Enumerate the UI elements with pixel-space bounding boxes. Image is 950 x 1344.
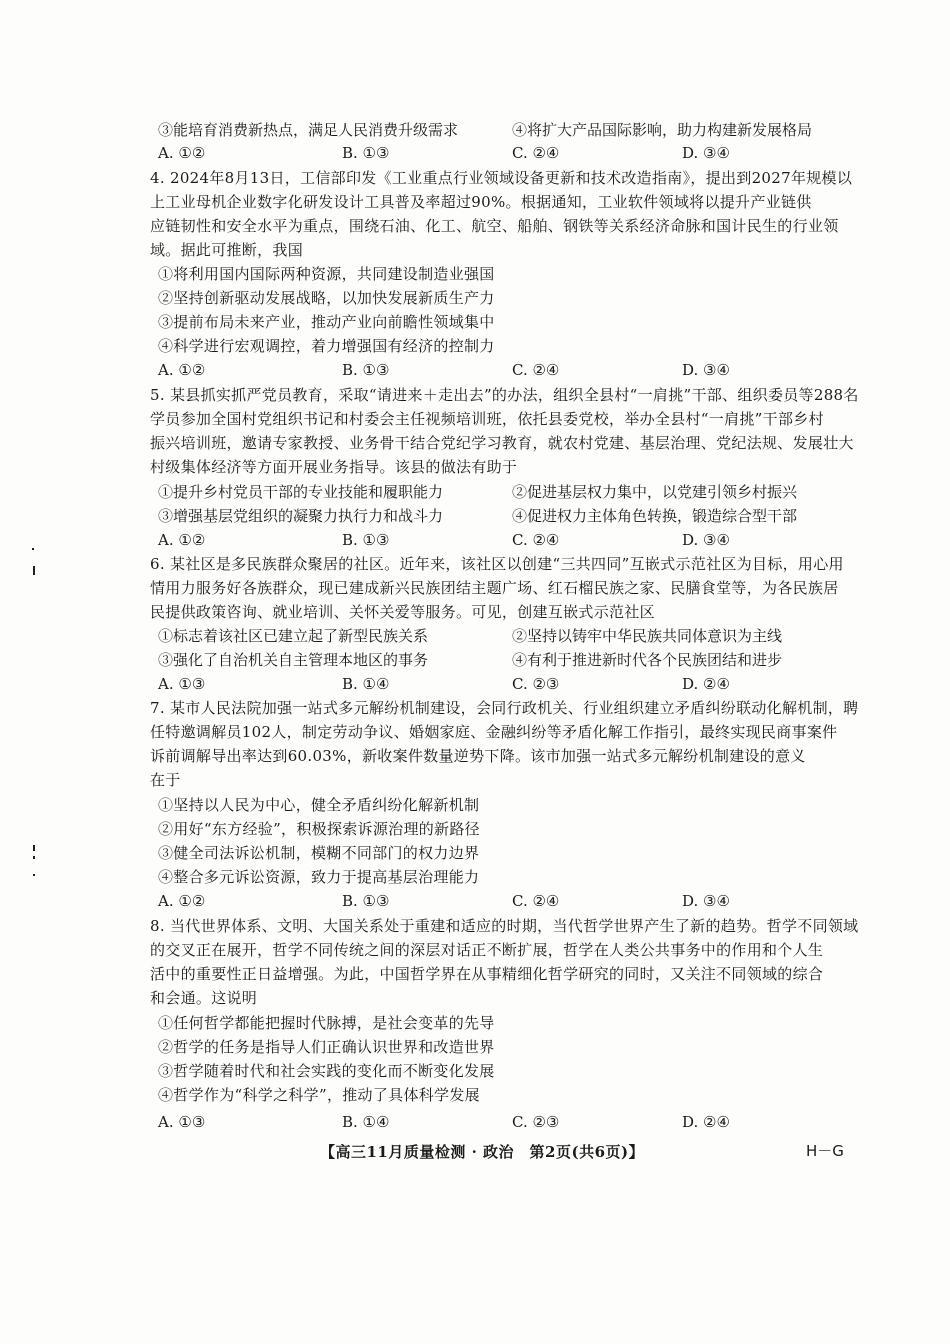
q5-stem-line: 学员参加全国村党组织书记和村委会主任视频培训班，依托县委党校，举办全县村“一肩挑”干部乡村 (150, 410, 824, 428)
q5-stem-line: 村级集体经济等方面开展业务指导。该县的做法有助于 (150, 458, 518, 476)
scan-mark (33, 856, 35, 859)
q7-statement-2: ②用好“东方经验”，积极探索诉源治理的新路径 (158, 820, 480, 838)
scan-mark (32, 548, 34, 550)
q6-option-d[interactable]: D. ②④ (682, 675, 730, 693)
q7-stem-line: 任特邀调解员102人，制定劳动争议、婚姻家庭、金融纠纷等矛盾化解工作指引，最终实现民商事案件 (150, 723, 838, 741)
q5-option-b[interactable]: B. ①③ (342, 531, 390, 549)
q6-option-c[interactable]: C. ②③ (512, 675, 560, 693)
q3-statement-4: ④将扩大产品国际影响，助力构建新发展格局 (512, 121, 813, 139)
q8-option-d[interactable]: D. ②④ (682, 1113, 730, 1131)
q6-statement-1: ①标志着该社区已建立起了新型民族关系 (158, 627, 429, 645)
q8-stem-line: 和会通。这说明 (150, 989, 258, 1007)
q7-statement-1: ①坚持以人民为中心，健全矛盾纠纷化解新机制 (158, 796, 480, 814)
q6-statement-3: ③强化了自治机关自主管理本地区的事务 (158, 651, 429, 669)
q7-statement-4: ④整合多元诉讼资源，致力于提高基层治理能力 (158, 868, 480, 886)
q7-option-b[interactable]: B. ①③ (342, 892, 390, 910)
paper-code: H－G (806, 1142, 844, 1160)
q6-statement-2: ②坚持以铸牢中华民族共同体意识为主线 (512, 627, 783, 645)
scan-mark (33, 845, 35, 851)
q5-stem-line: 振兴培训班，邀请专家教授、业务骨干结合党纪学习教育，就农村党建、基层治理、党纪法规、发展壮大 (150, 434, 854, 452)
q5-statement-4: ④促进权力主体角色转换，锻造综合型干部 (512, 507, 798, 525)
q4-option-d[interactable]: D. ③④ (682, 361, 730, 379)
q4-statement-3: ③提前布局未来产业，推动产业向前瞻性领域集中 (158, 313, 495, 331)
q5-option-c[interactable]: C. ②④ (512, 531, 560, 549)
q8-stem-line: 8. 当代世界体系、文明、大国关系处于重建和适应的时期，当代哲学世界产生了新的趋势。哲学不同领域 (150, 917, 859, 935)
q4-statement-4: ④科学进行宏观调控，着力增强国有经济的控制力 (158, 337, 495, 355)
q3-option-d[interactable]: D. ③④ (682, 144, 730, 162)
q6-option-b[interactable]: B. ①④ (342, 675, 390, 693)
q7-option-d[interactable]: D. ③④ (682, 892, 730, 910)
q3-statement-3: ③能培育消费新热点，满足人民消费升级需求 (158, 121, 459, 139)
q7-option-c[interactable]: C. ②④ (512, 892, 560, 910)
q4-statement-2: ②坚持创新驱动发展战略，以加快发展新质生产力 (158, 289, 495, 307)
q4-stem-line: 4. 2024年8月13日，工信部印发《工业重点行业领域设备更新和技术改造指南》，提出到2027年规模以 (150, 169, 853, 187)
q5-option-d[interactable]: D. ③④ (682, 531, 730, 549)
q5-statement-3: ③增强基层党组织的凝聚力执行力和战斗力 (158, 507, 444, 525)
q7-option-a[interactable]: A. ①② (158, 892, 206, 910)
q8-stem-line: 活中的重要性正日益增强。为此，中国哲学界在从事精细化哲学研究的同时，又关注不同领域的综合 (150, 965, 824, 983)
q7-stem-line: 诉前调解导出率达到60.03%，新收案件数量逆势下降。该市加强一站式多元解纷机制建设的意义 (150, 747, 806, 765)
q3-option-a[interactable]: A. ①② (158, 144, 206, 162)
q4-stem-line: 上工业母机企业数字化研发设计工具普及率超过90%。根据通知，工业软件领域将以提升产业链供 (150, 193, 812, 211)
q8-stem-line: 的交叉正在展开，哲学不同传统之间的深层对话正不断扩展，哲学在人类公共事务中的作用和个人生 (150, 941, 824, 959)
q4-option-c[interactable]: C. ②④ (512, 361, 560, 379)
q4-option-b[interactable]: B. ①③ (342, 361, 390, 379)
q5-statement-1: ①提升乡村党员干部的专业技能和履职能力 (158, 483, 444, 501)
q8-statement-2: ②哲学的任务是指导人们正确认识世界和改造世界 (158, 1038, 495, 1056)
q4-stem-line: 应链韧性和安全水平为重点，围绕石油、化工、航空、船舶、钢铁等关系经济命脉和国计民生的行业领 (150, 217, 839, 235)
q5-statement-2: ②促进基层权力集中，以党建引领乡村振兴 (512, 483, 798, 501)
q4-option-a[interactable]: A. ①② (158, 361, 206, 379)
q6-stem-line: 民提供政策咨询、就业培训、关怀关爱等服务。可见，创建互嵌式示范社区 (150, 603, 655, 621)
q7-stem-line: 在于 (150, 771, 181, 789)
q3-option-c[interactable]: C. ②④ (512, 144, 560, 162)
q7-stem-line: 7. 某市人民法院加强一站式多元解纷机制建设，会同行政机关、行业组织建立矛盾纠纷联动化解机制，聘 (150, 699, 859, 717)
q4-statement-1: ①将利用国内国际两种资源，共同建设制造业强国 (158, 265, 495, 283)
q6-option-a[interactable]: A. ①③ (158, 675, 206, 693)
scan-mark (33, 874, 35, 876)
scan-mark (33, 566, 35, 575)
q8-option-b[interactable]: B. ①④ (342, 1113, 390, 1131)
q6-stem-line: 6. 某社区是多民族群众聚居的社区。近年来，该社区以创建“三共四同”互嵌式示范社区为目标，用心用 (150, 555, 844, 573)
q7-statement-3: ③健全司法诉讼机制，模糊不同部门的权力边界 (158, 844, 480, 862)
q3-option-b[interactable]: B. ①③ (342, 144, 390, 162)
q8-option-a[interactable]: A. ①③ (158, 1113, 206, 1131)
q6-stem-line: 情用力服务好各族群众，现已建成新兴民族团结主题广场、红石榴民族之家、民膳食堂等，为各民族居 (150, 579, 839, 597)
q8-statement-3: ③哲学随着时代和社会实践的变化而不断变化发展 (158, 1062, 495, 1080)
page-footer: 【高三11月质量检测 · 政治 第2页(共6页)】 (320, 1143, 645, 1161)
q8-statement-4: ④哲学作为“科学之科学”，推动了具体科学发展 (158, 1086, 480, 1104)
q5-stem-line: 5. 某县抓实抓严党员教育，采取“请进来＋走出去”的办法，组织全县村“一肩挑”干部、组织委员等288名 (150, 386, 859, 404)
q6-statement-4: ④有利于推进新时代各个民族团结和进步 (512, 651, 783, 669)
q8-statement-1: ①任何哲学都能把握时代脉搏，是社会变革的先导 (158, 1014, 495, 1032)
q4-stem-line: 域。据此可推断，我国 (150, 241, 304, 259)
q5-option-a[interactable]: A. ①② (158, 531, 206, 549)
q8-option-c[interactable]: C. ②③ (512, 1113, 560, 1131)
